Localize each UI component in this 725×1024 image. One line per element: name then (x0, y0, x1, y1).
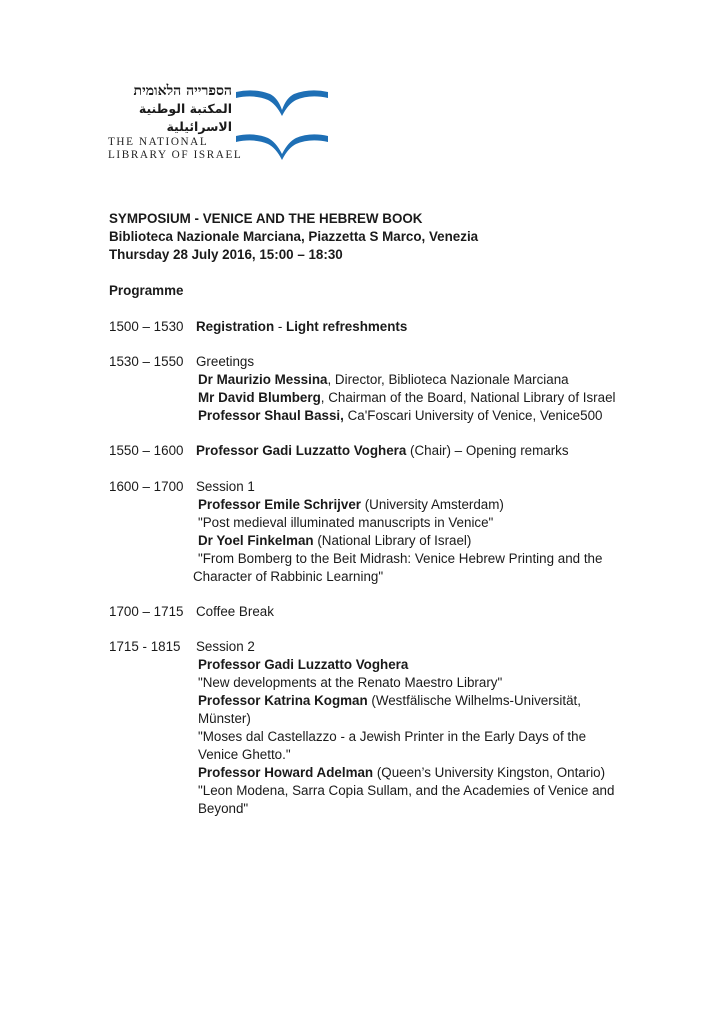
speaker-affiliation-continued: Münster) (198, 711, 251, 726)
entry-time: 1530 – 1550 (109, 354, 184, 369)
talk-title: "Leon Modena, Sarra Copia Sullam, and the Academies of Venice and (198, 783, 615, 798)
speaker-line (196, 407, 636, 425)
talk-title: "From Bomberg to the Beit Midrash: Venice Hebrew Printing and the (198, 551, 603, 566)
programme-heading: Programme (109, 283, 184, 298)
talk-title: "Post medieval illuminated manuscripts in Venice" (198, 515, 494, 530)
speaker-line (196, 532, 636, 550)
speaker-affiliation: (University Amsterdam) (361, 497, 504, 512)
date-time: Thursday 28 July 2016, 15:00 – 18:30 (109, 247, 343, 262)
venue: Biblioteca Nazionale Marciana, Piazzetta S Marco, Venezia (109, 229, 479, 244)
symposium-title: SYMPOSIUM - VENICE AND THE HEBREW BOOK (109, 211, 423, 226)
speaker-name: Dr Maurizio Messina (198, 372, 328, 387)
national-library-logo (108, 82, 328, 160)
speaker-line (196, 496, 636, 514)
logo-english-line1: THE NATIONAL (108, 136, 209, 148)
speaker-line (196, 764, 636, 782)
entry-time: 1500 – 1530 (109, 319, 184, 334)
entry-time: 1700 – 1715 (109, 604, 184, 619)
speaker-name: Professor Shaul Bassi, (198, 408, 344, 423)
logo-arabic: المكتبة الوطنية الاسرائيلية (138, 101, 232, 134)
talk-title-continued: Venice Ghetto." (198, 747, 291, 762)
talk-title-continued: Beyond" (198, 801, 249, 816)
speaker-affiliation: (Westfälische Wilhelms-Universität, (367, 693, 581, 708)
logo-text (108, 82, 243, 162)
talk-title: "Moses dal Castellazzo - a Jewish Printer in the Early Days of the (198, 729, 587, 744)
registration-label: Registration (196, 319, 275, 334)
speaker-name: Mr David Blumberg (198, 390, 321, 405)
speaker-name: Professor Emile Schrijver (198, 497, 361, 512)
speaker-detail: , Director, Biblioteca Nazionale Marciana (327, 372, 569, 387)
session-label: Session 2 (196, 639, 255, 654)
speaker-line (196, 692, 636, 710)
speaker-detail: (Chair) – Opening remarks (406, 443, 569, 458)
speaker-name: Professor Gadi Luzzatto Voghera (198, 657, 409, 672)
entry-time: 1715 - 1815 (109, 639, 181, 654)
speaker-name: Dr Yoel Finkelman (198, 533, 314, 548)
session-label: Greetings (196, 354, 255, 369)
speaker-line (196, 389, 636, 407)
session-label: Session 1 (196, 479, 255, 494)
document-header (109, 210, 478, 264)
separator: - (274, 319, 287, 334)
break-label: Coffee Break (196, 604, 274, 619)
speaker-line (196, 371, 636, 389)
logo-english-line2: LIBRARY OF ISRAEL (108, 149, 243, 161)
talk-title-continued: Character of Rabbinic Learning" (193, 569, 384, 584)
speaker-detail: Ca'Foscari University of Venice, Venice500 (343, 408, 603, 423)
speaker-name: Professor Gadi Luzzatto Voghera (196, 443, 407, 458)
speaker-detail: , Chairman of the Board, National Library of Israel (320, 390, 616, 405)
open-book-icon (234, 88, 330, 160)
speaker-name: Professor Katrina Kogman (198, 693, 368, 708)
speaker-line (196, 656, 636, 674)
logo-hebrew: הספרייה הלאומית (133, 83, 232, 99)
speaker-affiliation: (Queen’s University Kingston, Ontario) (373, 765, 606, 780)
speaker-affiliation: (National Library of Israel) (313, 533, 472, 548)
entry-time: 1550 – 1600 (109, 443, 184, 458)
entry-time: 1600 – 1700 (109, 479, 184, 494)
refreshments-label: Light refreshments (286, 319, 408, 334)
talk-title: "New developments at the Renato Maestro Library" (198, 675, 503, 690)
speaker-name: Professor Howard Adelman (198, 765, 374, 780)
